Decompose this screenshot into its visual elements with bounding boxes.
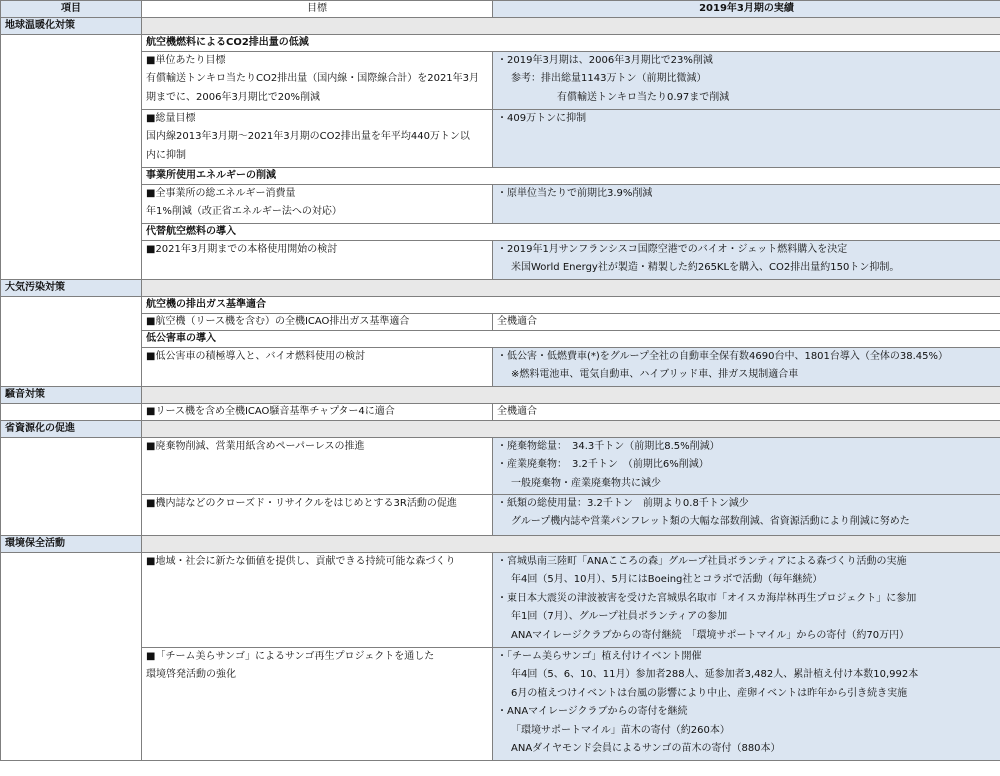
goal-line: 有償輸送トンキロ当たりCO2排出量（国内線・国際線合計）を2021年3月 bbox=[146, 73, 480, 85]
result-cell-noise: 全機適合 bbox=[493, 404, 1000, 421]
table-row bbox=[1, 241, 1000, 280]
goal-line: 内に抑制 bbox=[146, 149, 186, 161]
goal-cell-noise: ■リース機を含め全機ICAO騒音基準チャプター4に適合 bbox=[142, 404, 493, 421]
section-row-environment bbox=[1, 536, 1000, 553]
table-row bbox=[1, 495, 1000, 536]
section-row-resource bbox=[1, 421, 1000, 438]
result-line: 「環境サポートマイル」苗木の寄付（約260本） bbox=[511, 724, 730, 736]
goal-cell-paper bbox=[142, 495, 493, 536]
result-line: 有償輸送トンキロ当たり0.97まで削減 bbox=[557, 91, 730, 103]
goal-cell-energy bbox=[142, 185, 493, 224]
result-line: 6月の植えつけイベントは台風の影響により中止、産卵イベントは昨年から引き続き実施 bbox=[511, 687, 908, 699]
result-line: ・「チーム美らサンゴ」植え付けイベント開催 bbox=[497, 651, 702, 662]
result-line: ・ANAマイレージクラブからの寄付を継続 bbox=[497, 706, 688, 718]
subheading-row bbox=[1, 168, 1000, 185]
section-spacer bbox=[142, 421, 1000, 438]
subheading-row bbox=[1, 331, 1000, 348]
goal-cell-coral bbox=[142, 648, 493, 761]
category-cell bbox=[1, 35, 142, 280]
section-spacer bbox=[142, 387, 1000, 404]
result-cell-icao: 全機適合 bbox=[493, 314, 1000, 331]
result-line: ANAダイヤモンド会員によるサンゴの苗木の寄付（880本） bbox=[511, 743, 781, 755]
goal-line: ■廃棄物削減、営業用紙含めペーパーレスの推進 bbox=[146, 441, 365, 452]
subheading-row bbox=[1, 35, 1000, 52]
result-line: ANAマイレージクラブからの寄付継続 「環境サポートマイル」からの寄付（約70万円） bbox=[511, 629, 910, 641]
section-spacer bbox=[142, 280, 1000, 297]
subheading-row bbox=[1, 224, 1000, 241]
goal-line: ■機内誌などのクローズド・リサイクルをはじめとする3R活動の促進 bbox=[146, 498, 457, 509]
section-row-warming bbox=[1, 18, 1000, 35]
header-goal: 目標 bbox=[142, 1, 493, 18]
category-cell bbox=[1, 297, 142, 387]
result-line: 参考：排出総量1143万トン（前期比微減） bbox=[511, 73, 707, 85]
subheading-lowpollution: 低公害車の導入 bbox=[142, 331, 1000, 348]
result-line: ・低公害・低燃費車(*)をグループ全社の自動車全保有数4690台中、1801台導入（全体の38.45%） bbox=[497, 351, 949, 362]
table-row bbox=[1, 185, 1000, 224]
goal-line: 年1%削減（改正省エネルギー法への対応） bbox=[146, 206, 342, 218]
result-cell-coral bbox=[493, 648, 1000, 761]
table-row bbox=[1, 438, 1000, 495]
result-cell-paper bbox=[493, 495, 1000, 536]
goal-line: ■低公害車の積極導入と、バイオ燃料使用の検討 bbox=[146, 351, 366, 362]
goal-line: ■単位あたり目標 bbox=[146, 55, 226, 66]
subheading-energy: 事業所使用エネルギーの削減 bbox=[142, 168, 1000, 185]
header-category: 項目 bbox=[1, 1, 142, 18]
result-line: ・宮城県南三陸町「ANAこころの森」グループ社員ボランティアによる森づくり活動の実施 bbox=[497, 556, 907, 567]
table-row bbox=[1, 52, 1000, 110]
result-cell-energy bbox=[493, 185, 1000, 224]
result-line: ・原単位当たりで前期比3.9%削減 bbox=[497, 188, 653, 199]
category-cell bbox=[1, 438, 142, 536]
section-title-air: 大気汚染対策 bbox=[1, 280, 142, 297]
goal-cell-co2-unit bbox=[142, 52, 493, 110]
result-line: ・2019年3月期は、2006年3月期比で23%削減 bbox=[497, 55, 713, 66]
section-spacer bbox=[142, 536, 1000, 553]
goal-line: 国内線2013年3月期～2021年3月期のCO2排出量を年平均440万トン以 bbox=[146, 131, 470, 143]
result-cell-waste bbox=[493, 438, 1000, 495]
result-cell-biofuel bbox=[493, 241, 1000, 280]
goal-line: ■2021年3月期までの本格使用開始の検討 bbox=[146, 244, 338, 255]
result-line: ・東日本大震災の津波被害を受けた宮城県名取市「オイスカ海岸林再生プロジェクト」に参加 bbox=[497, 592, 917, 604]
result-line: 米国World Energy社が製造・精製した約265KLを購入、CO2排出量約150トン抑制。 bbox=[511, 262, 900, 274]
result-line: 年4回（5、6、10、11月）参加者288人、延参加者3,482人、累計植え付け本数10,992本 bbox=[511, 669, 919, 681]
table-row bbox=[1, 314, 1000, 331]
goal-line: ■総量目標 bbox=[146, 113, 196, 124]
section-title-environment: 環境保全活動 bbox=[1, 536, 142, 553]
subheading-row bbox=[1, 297, 1000, 314]
result-cell-lowpollution bbox=[493, 348, 1000, 387]
table-row bbox=[1, 648, 1000, 761]
header-result: 2019年3月期の実績 bbox=[493, 1, 1000, 18]
result-line: ・紙類の総使用量：3.2千トン 前期より0.8千トン減少 bbox=[497, 498, 749, 509]
result-line: ・409万トンに抑制 bbox=[497, 113, 587, 124]
table-row bbox=[1, 553, 1000, 648]
section-title-noise: 騒音対策 bbox=[1, 387, 142, 404]
goal-line: 環境啓発活動の強化 bbox=[146, 669, 236, 681]
table-header-row bbox=[1, 1, 1000, 18]
goal-cell-biofuel bbox=[142, 241, 493, 280]
result-line: ※燃料電池車、電気自動車、ハイブリッド車、排ガス規制適合車 bbox=[511, 369, 799, 381]
section-title-warming: 地球温暖化対策 bbox=[1, 18, 142, 35]
subheading-icao: 航空機の排出ガス基準適合 bbox=[142, 297, 1000, 314]
goal-line: ■「チーム美らサンゴ」によるサンゴ再生プロジェクトを通した bbox=[146, 651, 435, 662]
table-row bbox=[1, 404, 1000, 421]
section-row-noise bbox=[1, 387, 1000, 404]
result-line: ・2019年1月サンフランシスコ国際空港でのバイオ・ジェット燃料購入を決定 bbox=[497, 244, 848, 255]
result-cell-co2-total bbox=[493, 110, 1000, 168]
category-cell bbox=[1, 404, 142, 421]
result-line: 年4回（5月、10月）、5月にはBoeing社とコラボで活動（毎年継続） bbox=[511, 574, 823, 586]
table-row bbox=[1, 110, 1000, 168]
goal-cell-lowpollution bbox=[142, 348, 493, 387]
goal-line: ■地域・社会に新たな価値を提供し、貢献できる持続可能な森づくり bbox=[146, 556, 456, 567]
subheading-biofuel: 代替航空燃料の導入 bbox=[142, 224, 1000, 241]
result-cell-forest bbox=[493, 553, 1000, 648]
category-cell bbox=[1, 553, 142, 761]
result-line: グループ機内誌や営業パンフレット類の大幅な部数削減、省資源活動により削減に努めた bbox=[511, 516, 910, 528]
result-line: 年1回（7月）、グループ社員ボランティアの参加 bbox=[511, 611, 728, 623]
result-line: 一般廃棄物・産業廃棄物共に減少 bbox=[511, 477, 661, 489]
subheading-co2: 航空機燃料によるCO2排出量の低減 bbox=[142, 35, 1000, 52]
goal-line: ■全事業所の総エネルギー消費量 bbox=[146, 188, 296, 199]
section-row-air bbox=[1, 280, 1000, 297]
section-title-resource: 省資源化の促進 bbox=[1, 421, 142, 438]
goal-line: 期までに、2006年3月期比で20%削減 bbox=[146, 91, 321, 103]
goal-cell-icao: ■航空機（リース機を含む）の全機ICAO排出ガス基準適合 bbox=[142, 314, 493, 331]
result-line: ・産業廃棄物： 3.2千トン （前期比6%削減） bbox=[497, 459, 709, 471]
goal-cell-forest bbox=[142, 553, 493, 648]
goal-cell-waste bbox=[142, 438, 493, 495]
goal-cell-co2-total bbox=[142, 110, 493, 168]
table-row bbox=[1, 348, 1000, 387]
result-cell-co2-unit bbox=[493, 52, 1000, 110]
result-line: ・廃棄物総量： 34.3千トン（前期比8.5%削減） bbox=[497, 441, 720, 452]
section-spacer bbox=[142, 18, 1000, 35]
